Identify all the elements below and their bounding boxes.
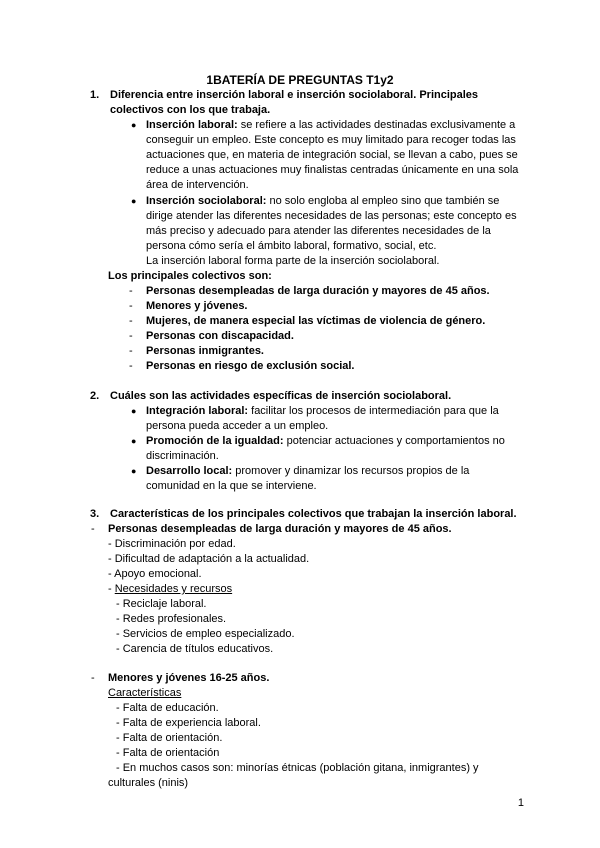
q1-number: 1. [90,89,100,101]
bullet-icon: ● [131,436,137,446]
q3-group2-title: Menores y jóvenes 16-25 años. [108,672,270,684]
q1-colectivo-item: Menores y jóvenes. [146,300,248,312]
q1-bullet1-term: Inserción laboral: [146,119,238,131]
q2-bullet3-term: Desarrollo local: [146,465,233,477]
bullet-icon: ● [131,466,137,476]
q1-colectivo-item: Personas en riesgo de exclusión social. [146,360,355,372]
dash-icon: - [129,315,133,327]
q3-group2-item: - Falta de orientación [116,747,220,759]
q3-number: 3. [90,508,100,520]
bullet-icon: ● [131,120,137,130]
q2-bullet3-line2: comunidad en la que se interviene. [146,480,317,492]
q2-bullet2-line2: discriminación. [146,450,219,462]
q3-group1-item: - Apoyo emocional. [108,568,202,580]
q3-title: Características de los principales colectivos que trabajan la inserción laboral. [110,508,517,520]
q1-colectivos-heading: Los principales colectivos son: [108,270,272,282]
q3-group2-item: - En muchos casos son: minorías étnicas (población gitana, inmigrantes) y [116,762,479,774]
q2-title: Cuáles son las actividades específicas de inserción sociolaboral. [110,390,452,402]
q1-colectivo-item: Personas inmigrantes. [146,345,264,357]
q2-bullet1-term: Integración laboral: [146,405,249,417]
q1-bullet2-text: no solo engloba al empleo sino que también se [266,195,500,207]
q3-group2-item: - Falta de orientación. [116,732,223,744]
q1-bullet1-line2: conseguir un empleo. Este concepto es muy limitado para recoger todas las [146,134,516,146]
q3-group1-item: - Discriminación por edad. [108,538,236,550]
q1-bullet2-line5: La inserción laboral forma parte de la inserción sociolaboral. [146,255,440,267]
q3-group2-item: - Falta de educación. [116,702,219,714]
q3-group1-item: - Dificultad de adaptación a la actualidad. [108,553,310,565]
q3-group1-sub-heading: Necesidades y recursos [114,583,233,595]
dash-icon: - [129,285,133,297]
bullet-icon: ● [131,406,137,416]
q1-bullet2-line2: dirige atender las diferentes necesidades de las personas; este concepto es [146,210,517,222]
q1-colectivo-item: Mujeres, de manera especial las víctimas de violencia de género. [146,315,486,327]
q1-bullet1-line5: área de intervención. [146,179,249,191]
q1-bullet2-line3: más preciso y adecuado para atender las diferentes necesidades de la [146,225,491,237]
dash-icon: - [91,672,95,684]
q2-bullet3-text: promover y dinamizar los recursos propios de la [232,465,470,477]
q1-bullet1-line1 [146,118,515,132]
q2-bullet2-term: Promoción de la igualdad: [146,435,284,447]
q1-bullet1-line3: actuaciones que, en materia de integración social, se llevan a cabo, pues se [146,149,518,161]
q1-bullet1-line4: reduce a unas actuaciones muy finalistas centradas únicamente en una sola [146,164,519,176]
q1-title-line2: colectivos con los que trabaja. [110,104,271,116]
q2-bullet2-text: potenciar actuaciones y comportamientos no [283,435,505,447]
q1-bullet2-line1 [146,194,499,208]
page-number: 1 [517,797,524,809]
page-title: 1BATERÍA DE PREGUNTAS T1y2 [206,73,394,87]
q2-bullet1-line1 [146,404,499,418]
dash-icon: - [129,360,133,372]
dash-icon: - [129,330,133,342]
q2-bullet2-line1 [146,434,505,448]
q2-bullet1-line2: persona pueda acceder a un empleo. [146,420,329,432]
q3-group1-sub-heading-line [108,582,232,596]
q2-bullet1-text: facilitar los procesos de intermediación para que la [248,405,499,417]
bullet-icon: ● [131,196,137,206]
q2-number: 2. [90,390,100,402]
q3-group1-sub-item: - Servicios de empleo especializado. [116,628,295,640]
dash-icon: - [129,345,133,357]
q3-group1-title: Personas desempleadas de larga duración y mayores de 45 años. [108,523,452,535]
q3-group2-item: - Falta de experiencia laboral. [116,717,261,729]
q2-bullet3-line1 [146,464,469,478]
dash-icon: - [129,300,133,312]
q3-group1-sub-prefix: - [108,583,115,595]
q3-group2-last-line: culturales (ninis) [108,777,189,789]
q1-bullet1-text: se refiere a las actividades destinadas exclusivamente a [237,119,516,131]
q1-colectivo-item: Personas con discapacidad. [146,330,294,342]
q1-bullet2-term: Inserción sociolaboral: [146,195,267,207]
q3-group2-sub-heading: Características [108,687,182,699]
q1-bullet2-line4: persona cómo sería el ámbito laboral, formativo, social, etc. [146,240,437,252]
q3-group1-sub-item: - Reciclaje laboral. [116,598,207,610]
dash-icon: - [91,523,95,535]
q3-group1-sub-item: - Redes profesionales. [116,613,227,625]
q1-title-line1: Diferencia entre inserción laboral e inserción sociolaboral. Principales [110,89,479,101]
q3-group1-sub-item: - Carencia de títulos educativos. [116,643,274,655]
q1-colectivo-item: Personas desempleadas de larga duración y mayores de 45 años. [146,285,490,297]
